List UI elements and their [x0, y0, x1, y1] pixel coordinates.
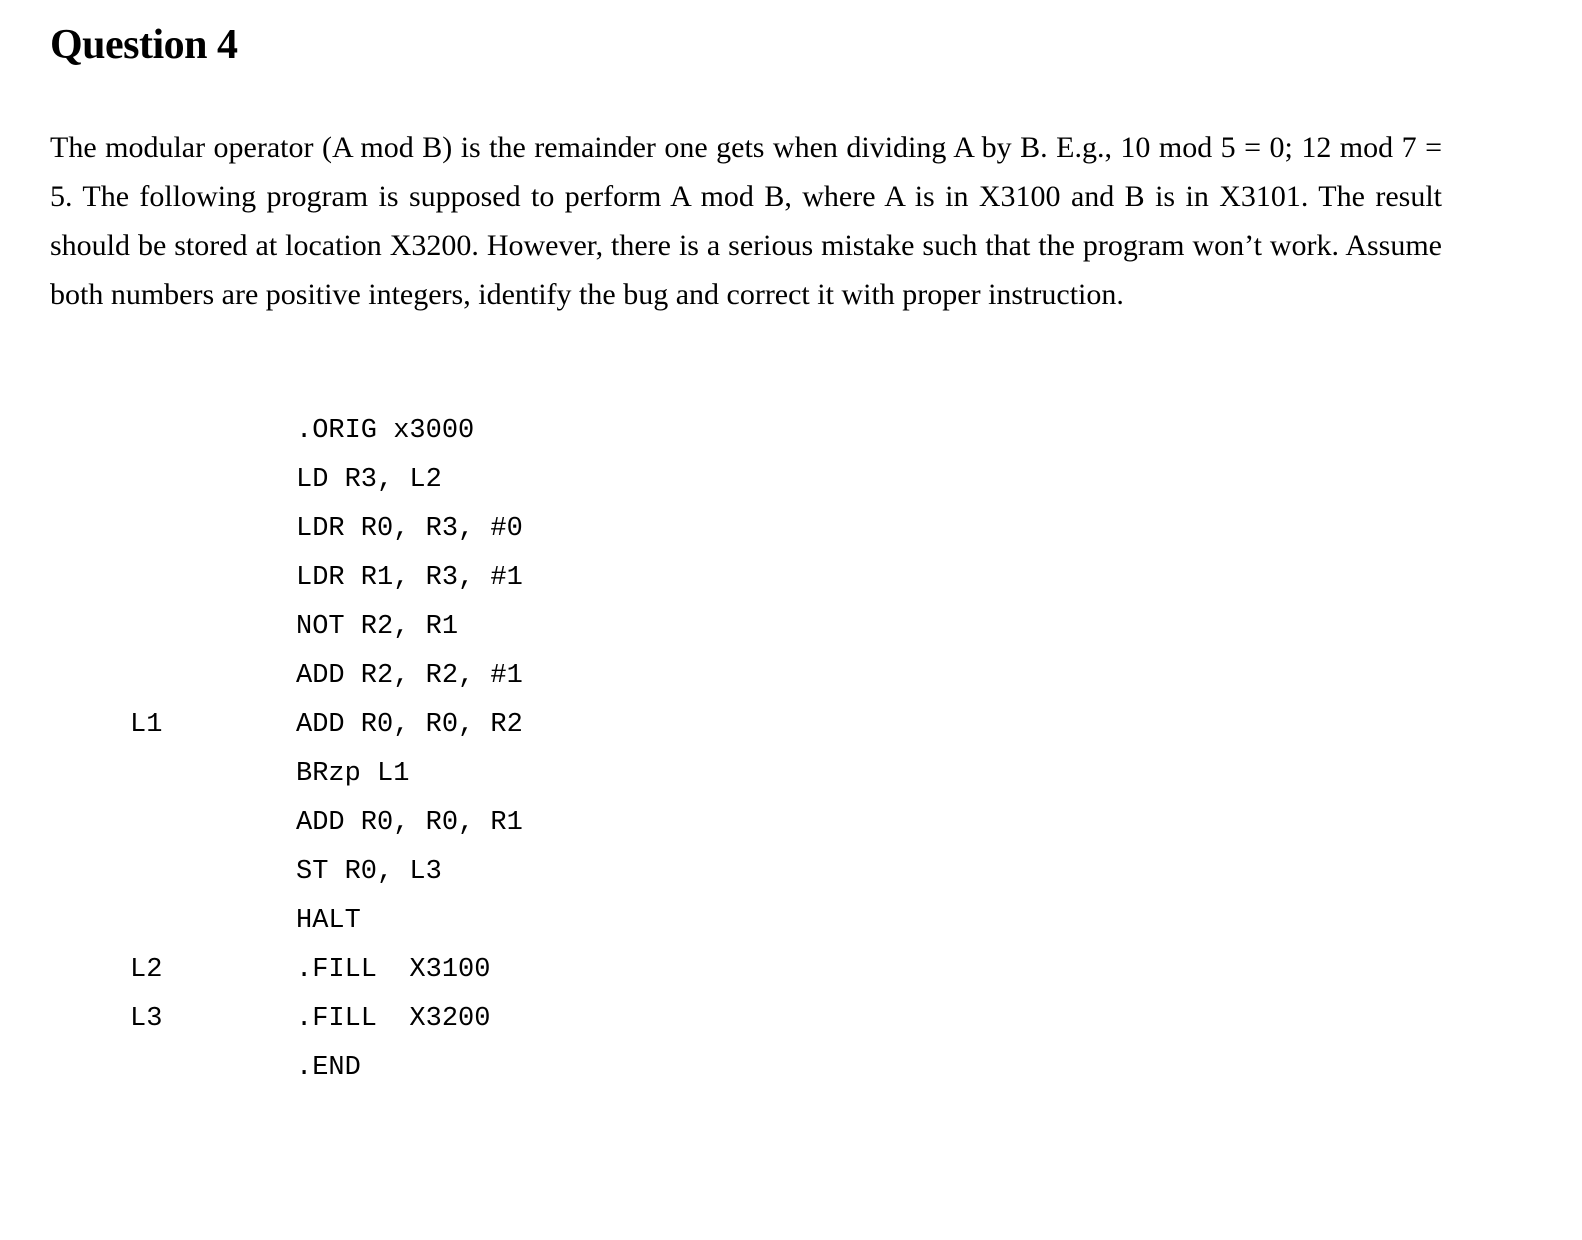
code-line [0, 848, 800, 897]
code-line [0, 603, 800, 652]
code-line [0, 407, 800, 456]
code-label: L3 [130, 1004, 163, 1034]
code-instruction: .ORIG x3000 [296, 416, 475, 446]
code-line [0, 554, 800, 603]
code-line [0, 456, 800, 505]
code-label: L1 [130, 710, 163, 740]
code-listing [0, 407, 800, 1093]
code-instruction: .FILL X3100 [296, 955, 491, 985]
code-instruction: HALT [296, 906, 361, 936]
code-instruction: ADD R2, R2, #1 [296, 661, 523, 691]
code-line [0, 652, 800, 701]
question-heading: Question 4 [50, 22, 238, 68]
code-instruction: .END [296, 1053, 361, 1083]
code-line [0, 1044, 800, 1093]
code-line [0, 505, 800, 554]
code-label: L2 [130, 955, 163, 985]
code-line [0, 750, 800, 799]
code-line [0, 897, 800, 946]
code-instruction: LDR R0, R3, #0 [296, 514, 523, 544]
code-instruction: BRzp L1 [296, 759, 410, 789]
code-instruction: ST R0, L3 [296, 857, 442, 887]
code-instruction: NOT R2, R1 [296, 612, 459, 642]
code-instruction: ADD R0, R0, R1 [296, 808, 523, 838]
code-line [0, 946, 800, 995]
code-instruction: ADD R0, R0, R2 [296, 710, 523, 740]
code-instruction: LD R3, L2 [296, 465, 442, 495]
question-prompt: The modular operator (A mod B) is the remainder one gets when dividing A by B. E.g., 10 mod 5 = 0; 12 mod 7 = 5. The following program is supposed to perform A mod B, where A is in X3100 and B is in X3101. The result should be stored at location X3200. However, there is a serious mistake such that the program won’t work. Assume both numbers are positive integers, identify the bug and correct it with proper instruction. [50, 131, 1442, 311]
code-line [0, 995, 800, 1044]
code-line [0, 799, 800, 848]
code-line [0, 701, 800, 750]
code-instruction: .FILL X3200 [296, 1004, 491, 1034]
code-instruction: LDR R1, R3, #1 [296, 563, 523, 593]
